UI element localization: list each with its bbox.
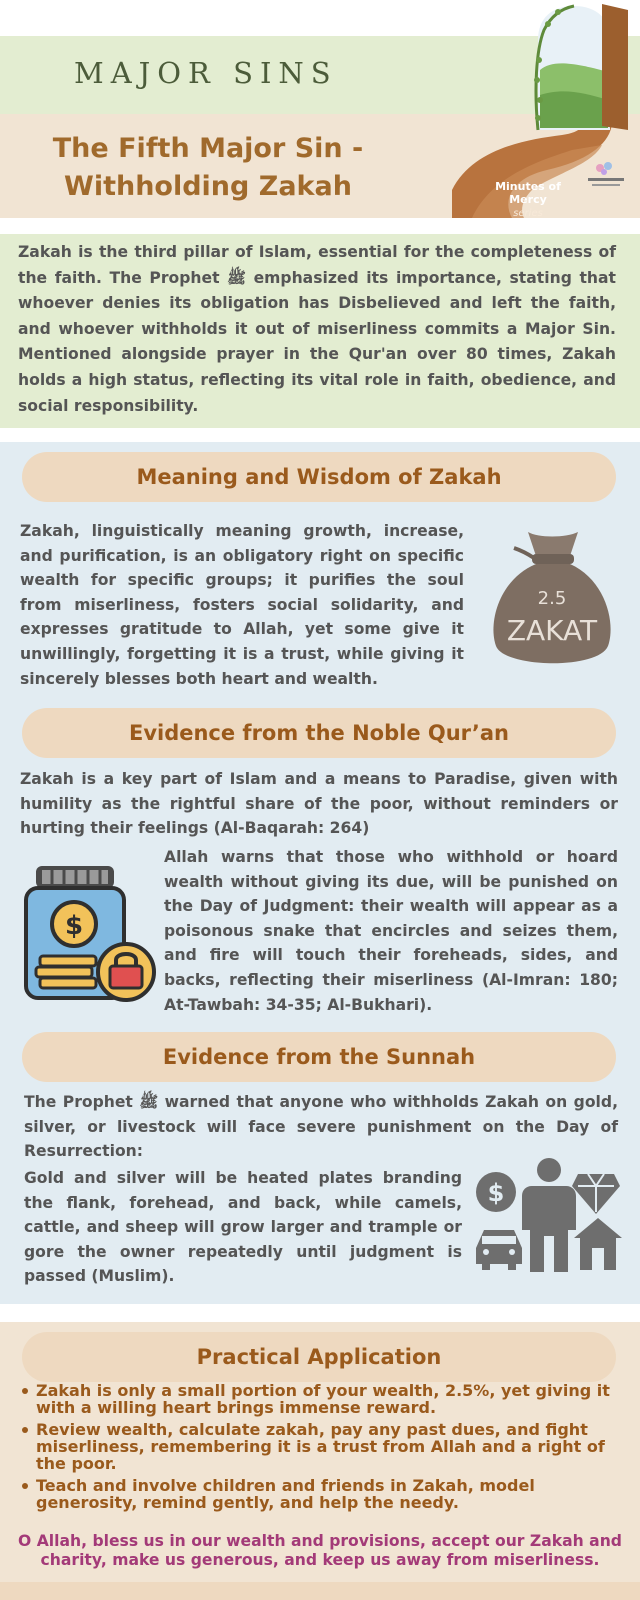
list-item: Teach and involve children and friends in Zakah, model generosity, remind gently, and help the needy.: [22, 1477, 618, 1511]
practical-heading-pill: [22, 1332, 616, 1382]
quran-heading: Evidence from the Noble Qur’an: [128, 721, 510, 745]
list-item: Zakah is only a small portion of your wealth, 2.5%, yet giving it with a willing heart brings immense reward.: [22, 1382, 618, 1416]
sunnah-heading: Evidence from the Sunnah: [162, 1045, 476, 1069]
meaning-paragraph: Zakah, linguistically meaning growth, increase, and purification, is an obligatory right on specific wealth for specific groups; it purifies the soul from miserliness, fosters social solidarity, and expresses gratitude to Allah, yet some give it unwillingly, forgetting it is a trust, while giving it sincerely blesses both heart and wealth.: [20, 522, 464, 688]
sunnah-paragraph-1: The Prophet ﷺ warned that anyone who withholds Zakah on gold, silver, or livestock will face severe punishment on the Day of Resurrection:: [24, 1093, 618, 1161]
closing-prayer: O Allah, bless us in our wealth and provisions, accept our Zakah and charity, make us generous, and keep us away from miserliness.: [18, 1532, 622, 1569]
brand-logo: [586, 160, 626, 192]
bag-rate-text: 2.5: [537, 588, 567, 609]
meaning-heading: Meaning and Wisdom of Zakah: [136, 465, 502, 489]
locked-savings-jar-icon: [22, 864, 160, 1002]
quran-heading-pill: [22, 708, 616, 758]
series-title: MAJOR SINS: [74, 56, 338, 90]
page-title: The Fifth Major Sin - Withholding Zakah: [52, 133, 364, 202]
intro-paragraph: Zakah is the third pillar of Islam, essential for the completeness of the faith. The Prophet ﷺ emphasized its importance, stating that whoever denies its obligation has Disbelieved and left the faith, and whoever withholds it out of miserliness commits a Major Sin. Mentioned alongside prayer in the Qur'an over 80 times, Zakah holds a high status, reflecting its vital role in faith, obedience, and social responsibility.: [18, 243, 616, 415]
zakat-bag-icon: [488, 528, 616, 672]
bag-label-text: ZAKAT: [506, 614, 598, 647]
brand-subtitle: series: [513, 208, 543, 219]
svg-text:$: $: [487, 1179, 505, 1207]
sunnah-heading-pill: [22, 1032, 616, 1082]
quran-paragraph-1: Zakah is a key part of Islam and a means to Paradise, given with humility as the rightful share of the poor, without reminders or hurting their feelings (Al-Baqarah: 264): [20, 770, 618, 838]
practical-list: [22, 1382, 618, 1516]
practical-heading: Practical Application: [196, 1345, 442, 1369]
wealth-assets-icon: [474, 1156, 624, 1274]
meaning-heading-pill: [22, 452, 616, 502]
svg-text:$: $: [64, 911, 84, 941]
bottom-strip: [0, 1582, 640, 1600]
list-item: Review wealth, calculate zakah, pay any past dues, and fight miserliness, remembering it is a trust from Allah and a right of the poor.: [22, 1421, 618, 1472]
brand-name: Minutes of Mercy: [495, 180, 561, 206]
flower-logo-icon: [586, 160, 626, 190]
quran-paragraph-2: Allah warns that those who withhold or hoard wealth without giving its due, will be punished on the Day of Judgment: their wealth will appear as a poisonous snake that encircles and seizes them, and fire will touch their foreheads, sides, and backs, reflecting their miserliness (Al-Imran: 180; At-Tawbah: 34-35; Al-Bukhari).: [164, 848, 618, 1014]
sunnah-paragraph-2: Gold and silver will be heated plates branding the flank, forehead, and back, while camels, cattle, and sheep will grow larger and trample or gore the owner repeatedly until judgment is passed (Muslim).: [24, 1169, 462, 1286]
brand-badge: [486, 180, 570, 219]
